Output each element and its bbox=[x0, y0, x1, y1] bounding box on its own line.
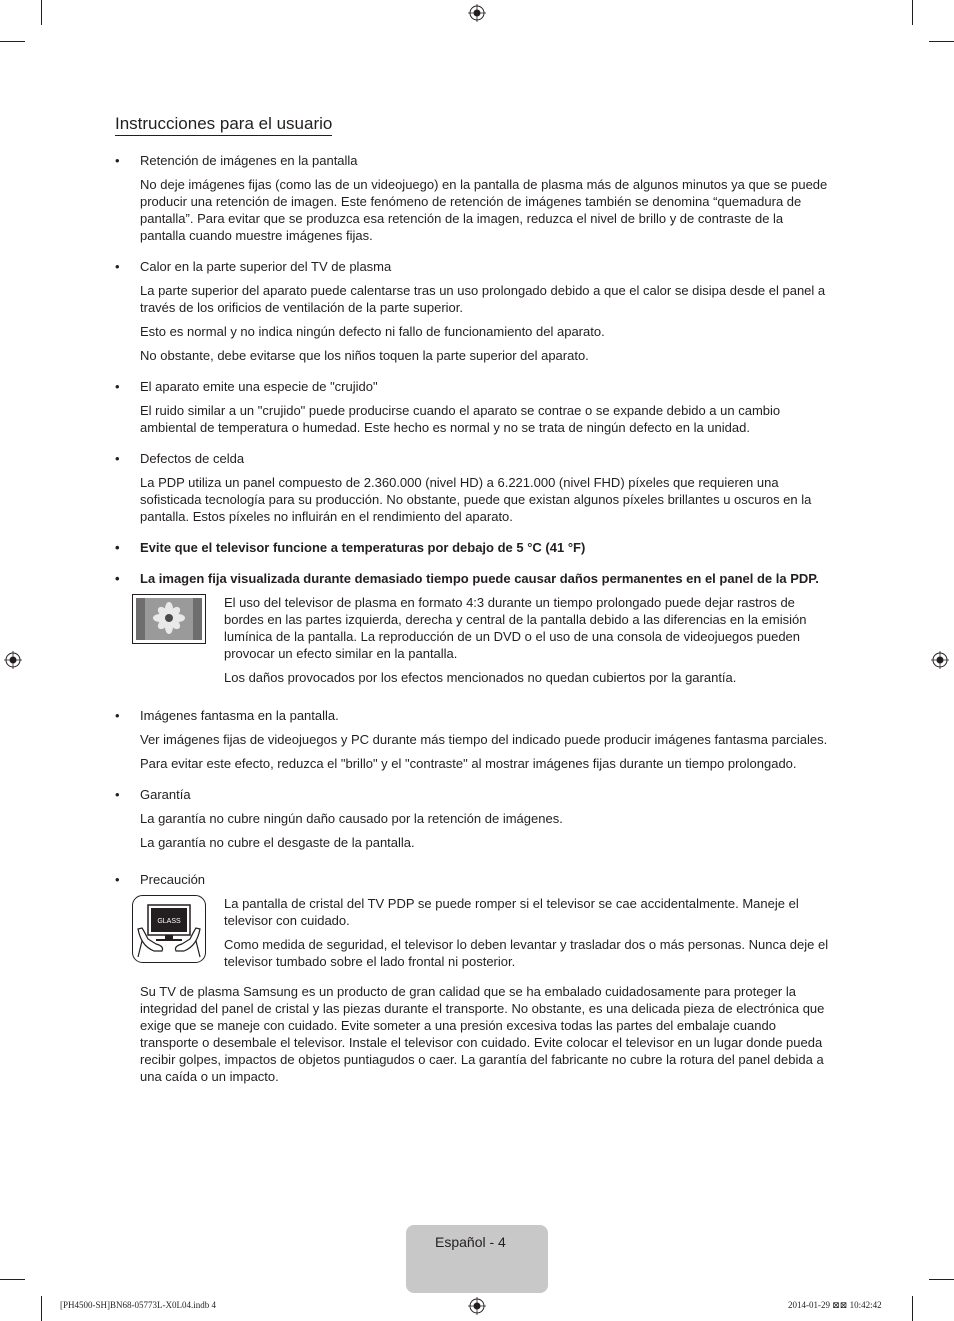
document-body bbox=[115, 152, 831, 1099]
crop-mark bbox=[0, 41, 25, 42]
list-item bbox=[115, 258, 831, 364]
item-heading: Calor en la parte superior del TV de plasma bbox=[140, 259, 392, 274]
paragraph: Como medida de seguridad, el televisor lo deben levantar y trasladar dos o más personas. Nunca deje el televisor tumbado sobre el lado frontal ni posterior. bbox=[224, 937, 829, 969]
list-item bbox=[115, 707, 831, 772]
crop-mark bbox=[929, 41, 954, 42]
crop-mark bbox=[912, 0, 913, 25]
bullet: • bbox=[115, 540, 120, 555]
flower-image-icon bbox=[131, 594, 207, 644]
paragraph: La pantalla de cristal del TV PDP se puede romper si el televisor se cae accidentalmente. Maneje el televisor con cuidado. bbox=[224, 896, 799, 928]
bullet: • bbox=[115, 787, 120, 802]
paragraph: Para evitar este efecto, reduzca el "brillo" y el "contraste" al mostrar imágenes fijas durante un tiempo prolongado. bbox=[140, 756, 797, 771]
paragraph: La garantía no cubre el desgaste de la pantalla. bbox=[140, 835, 415, 850]
registration-mark-icon bbox=[4, 651, 22, 669]
paragraph: La PDP utiliza un panel compuesto de 2.360.000 (nivel HD) a 6.221.000 (nivel FHD) píxeles que requieren una sofisticada tecnología para su producción. No obstante, puede que existan algunos píxeles brillantes u oscuros en la pantalla. Estos píxeles no influirán en el rendimiento del aparato. bbox=[140, 475, 812, 524]
item-heading: Garantía bbox=[140, 787, 191, 802]
paragraph: El ruido similar a un "crujido" puede producirse cuando el aparato se contrae o se expande debido a un cambio ambiental de temperatura o humedad. Este hecho es normal y no se trata de ningún defecto en la unidad. bbox=[140, 403, 781, 435]
paragraph: Los daños provocados por los efectos mencionados no quedan cubiertos por la garantía. bbox=[224, 670, 737, 685]
bullet: • bbox=[115, 153, 120, 168]
crop-mark bbox=[41, 0, 42, 25]
glass-tv-hands-icon bbox=[131, 895, 207, 963]
registration-mark-icon bbox=[468, 4, 486, 22]
list-item bbox=[115, 786, 831, 851]
registration-mark-icon bbox=[931, 651, 949, 669]
warning-item bbox=[115, 539, 831, 556]
bullet: • bbox=[115, 872, 120, 887]
still-image-figure-row bbox=[131, 594, 831, 693]
paragraph: Ver imágenes fijas de videojuegos y PC durante más tiempo del indicado puede producir imágenes fantasma parciales. bbox=[140, 732, 828, 747]
bullet: • bbox=[115, 379, 120, 394]
glass-figure-row bbox=[131, 895, 831, 977]
crop-mark bbox=[0, 1279, 25, 1280]
page-number-label: Español - 4 bbox=[435, 1234, 506, 1250]
crop-mark bbox=[929, 1279, 954, 1280]
list-item bbox=[115, 871, 831, 1085]
item-heading: Retención de imágenes en la pantalla bbox=[140, 153, 358, 168]
list-item bbox=[115, 378, 831, 436]
bullet: • bbox=[115, 708, 120, 723]
list-item bbox=[115, 450, 831, 525]
warning-item bbox=[115, 570, 831, 693]
item-heading: Precaución bbox=[140, 872, 206, 887]
crop-mark bbox=[41, 1296, 42, 1321]
registration-mark-icon bbox=[468, 1297, 486, 1315]
section-title: Instrucciones para el usuario bbox=[115, 114, 332, 136]
print-timestamp: 2014-01-29 ⊠⊠ 10:42:42 bbox=[788, 1300, 882, 1310]
paragraph: La garantía no cubre ningún daño causado por la retención de imágenes. bbox=[140, 811, 563, 826]
paragraph: Esto es normal y no indica ningún defecto ni fallo de funcionamiento del aparato. bbox=[140, 324, 605, 339]
print-file-info: [PH4500-SH]BN68-05773L-X0L04.indb 4 bbox=[60, 1300, 216, 1310]
warning-temperature: Evite que el televisor funcione a temperaturas por debajo de 5 °C (41 °F) bbox=[140, 540, 586, 555]
list-item bbox=[115, 152, 831, 244]
paragraph: La parte superior del aparato puede calentarse tras un uso prolongado debido a que el calor se disipa desde el panel a través de los orificios de ventilación de la parte superior. bbox=[140, 283, 826, 315]
paragraph: No obstante, debe evitarse que los niños toquen la parte superior del aparato. bbox=[140, 348, 589, 363]
item-heading: Imágenes fantasma en la pantalla. bbox=[140, 708, 339, 723]
paragraph: No deje imágenes fijas (como las de un videojuego) en la pantalla de plasma más de algunos minutos ya que se puede producir una retención de imagen. Este fenómeno de retención de imágenes también se denomina “quemadura de pantalla”. Para evitar que se produzca esa retención de la imagen, reduzca el nivel de brillo y de contraste de la pantalla cuando muestre imágenes fijas. bbox=[140, 177, 828, 243]
crop-mark bbox=[912, 1296, 913, 1321]
item-heading: Defectos de celda bbox=[140, 451, 245, 466]
paragraph: Su TV de plasma Samsung es un producto de gran calidad que se ha embalado cuidadosamente para proteger la integridad del panel de cristal y las piezas durante el transporte. No obstante, es una delicada pieza de electrónica que exige que se maneje con cuidado. Evite someter a una presión excesiva todas las partes del embalaje cuando transporte o desembale el televisor. Instale el televisor con cuidado. Evite colocar el televisor en un lugar donde pueda recibir golpes, impactos de objetos puntiagudos o caer. La garantía del fabricante no cubre la rotura del panel debida a una caída o un impacto. bbox=[140, 984, 825, 1084]
paragraph: El uso del televisor de plasma en formato 4:3 durante un tiempo prolongado puede dejar rastros de bordes en las partes izquierda, derecha y central de la pantalla debido a las diferencias en la emisión lumínica de la pantalla. La reproducción de un DVD o el uso de una consola de videojuegos pueden provocar un efecto similar en la pantalla. bbox=[224, 595, 807, 661]
bullet: • bbox=[115, 451, 120, 466]
warning-still-image: La imagen fija visualizada durante demasiado tiempo puede causar daños permanentes en el panel de la PDP. bbox=[140, 571, 819, 586]
glass-label: GLASS bbox=[157, 918, 181, 925]
bullet: • bbox=[115, 259, 120, 274]
item-heading: El aparato emite una especie de "crujido" bbox=[140, 379, 378, 394]
bullet: • bbox=[115, 571, 120, 586]
